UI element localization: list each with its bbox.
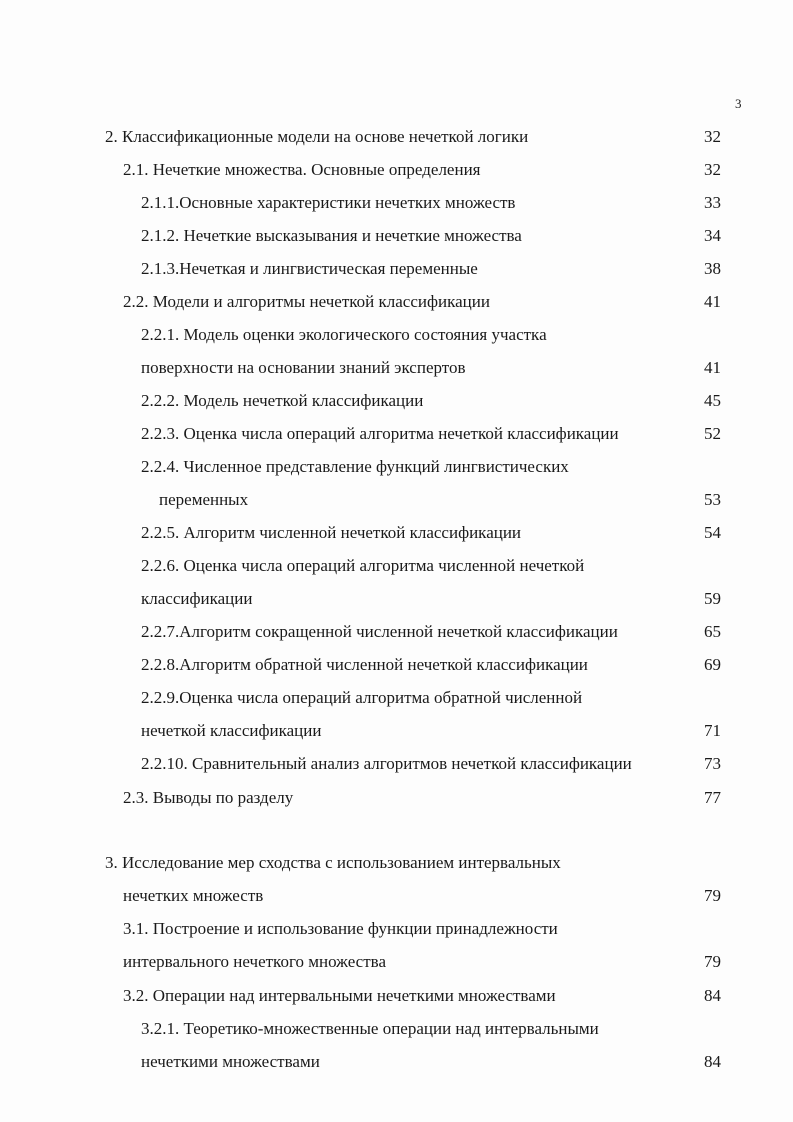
toc-entry (0, 153, 793, 186)
toc-entry-text: 2.1.1.Основные характеристики нечетких множеств (141, 193, 516, 212)
toc-entry-text: переменных (159, 490, 249, 509)
toc-entry (0, 417, 793, 450)
toc-entry-text: 2.2.4. Численное представление функций лингвистических (141, 457, 569, 476)
toc-entry (0, 1012, 793, 1045)
toc-entry (0, 945, 793, 978)
toc-entry-page: 41 (704, 358, 721, 377)
toc-entry-text: 3.1. Построение и использование функции принадлежности (123, 919, 558, 938)
toc-entry-text: 2.1.2. Нечеткие высказывания и нечеткие множества (141, 226, 522, 245)
toc-entry (0, 648, 793, 681)
toc-entry-text: 3. Исследование мер сходства с использованием интервальных (105, 853, 561, 872)
toc-entry (0, 318, 793, 351)
toc-entry-text: нечеткими множествами (141, 1052, 320, 1071)
toc-entry (0, 351, 793, 384)
toc-entry-text: 2.2.2. Модель нечеткой классификации (141, 391, 424, 410)
toc-entry-text: 3.2.1. Теоретико-множественные операции над интервальными (141, 1019, 599, 1038)
toc-entry-text: 2.2.7.Алгоритм сокращенной численной нечеткой классификации (141, 622, 618, 641)
toc-entry (0, 879, 793, 912)
toc-entry (0, 120, 793, 153)
toc-entry-text: 2.1. Нечеткие множества. Основные определения (123, 160, 481, 179)
toc-entry-page: 59 (704, 589, 721, 608)
toc-entry-text: 2.2.6. Оценка числа операций алгоритма численной нечеткой (141, 556, 585, 575)
toc-entry-page: 73 (704, 754, 721, 773)
toc-entry-text: поверхности на основании знаний экспертов (141, 358, 466, 377)
toc-entry (0, 516, 793, 549)
toc-entry-page: 84 (704, 1052, 721, 1071)
toc-entry (0, 483, 793, 516)
toc-entry-page: 54 (704, 523, 721, 542)
toc-entry-page: 65 (704, 622, 721, 641)
toc-entry-page: 69 (704, 655, 721, 674)
toc-entry-page: 84 (704, 986, 721, 1005)
toc-entry-text: 2.2.8.Алгоритм обратной численной нечеткой классификации (141, 655, 588, 674)
toc-entry-text: 2.2.9.Оценка числа операций алгоритма обратной численной (141, 688, 583, 707)
toc-entry-text: 2.2. Модели и алгоритмы нечеткой классификации (123, 292, 490, 311)
toc-entry (0, 549, 793, 582)
toc-entry-text: 2.2.3. Оценка числа операций алгоритма нечеткой классификации (141, 424, 619, 443)
toc-entry-page: 77 (704, 788, 721, 807)
toc-entry (0, 1045, 793, 1078)
page-number: 3 (735, 96, 742, 111)
toc-entry-page: 79 (704, 886, 721, 905)
toc-entry (0, 219, 793, 252)
toc-entry (0, 747, 793, 780)
toc-entry-text: 2.2.5. Алгоритм численной нечеткой классификации (141, 523, 522, 542)
toc-entry (0, 285, 793, 318)
toc-entry (0, 846, 793, 879)
toc-entry (0, 781, 793, 814)
toc-entry-text: 2.3. Выводы по разделу (123, 788, 294, 807)
toc-entry (0, 450, 793, 483)
toc-entry-text: нечетких множеств (123, 886, 264, 905)
toc-entry-page: 32 (704, 127, 721, 146)
toc-entry-text: 2.2.1. Модель оценки экологического состояния участка (141, 325, 547, 344)
toc-entry (0, 714, 793, 747)
toc-entry (0, 979, 793, 1012)
toc-entry (0, 384, 793, 417)
toc-entry (0, 681, 793, 714)
toc-entry-page: 45 (704, 391, 721, 410)
toc-entry-page: 79 (704, 952, 721, 971)
toc-entry-page: 52 (704, 424, 721, 443)
toc-entry (0, 186, 793, 219)
toc-entry-text: 2.1.3.Нечеткая и лингвистическая переменные (141, 259, 478, 278)
toc-entry-text: 2. Классификационные модели на основе нечеткой логики (105, 127, 529, 146)
toc-entry-text: нечеткой классификации (141, 721, 322, 740)
toc-entry-page: 38 (704, 259, 721, 278)
toc-entry-page: 41 (704, 292, 721, 311)
toc-entry-page: 33 (704, 193, 721, 212)
toc-entry (0, 912, 793, 945)
toc-entry (0, 252, 793, 285)
toc-entry-page: 71 (704, 721, 721, 740)
toc-entry-text: классификации (141, 589, 253, 608)
toc-entry-text: интервального нечеткого множества (123, 952, 386, 971)
toc-entry-page: 53 (704, 490, 721, 509)
toc-entry (0, 582, 793, 615)
toc-entry-page: 34 (704, 226, 721, 245)
toc-entry-text: 2.2.10. Сравнительный анализ алгоритмов нечеткой классификации (141, 754, 632, 773)
toc-entry-page: 32 (704, 160, 721, 179)
toc-entry (0, 615, 793, 648)
toc-entry-text: 3.2. Операции над интервальными нечеткими множествами (123, 986, 556, 1005)
